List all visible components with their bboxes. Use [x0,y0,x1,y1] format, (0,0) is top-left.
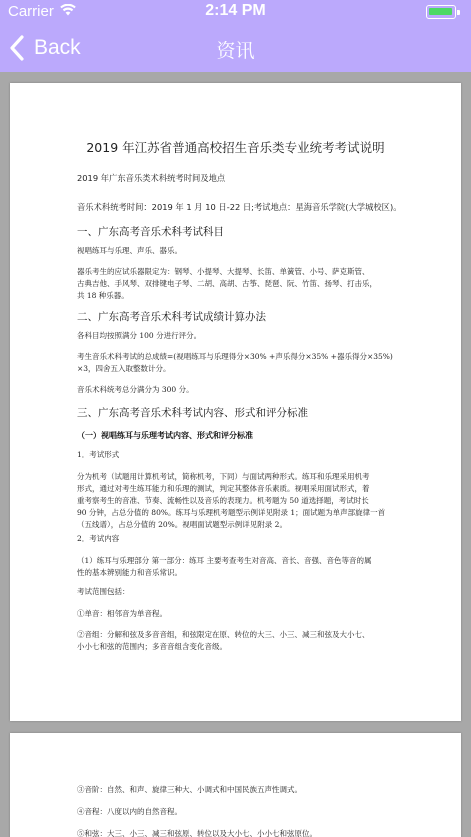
paragraph: 视唱练耳与乐理、声乐、器乐。 [77,246,182,255]
document-subtitle: 2019 年广东音乐类术科统考时间及地点 [77,173,226,183]
paragraph: 分为机考（试题用计算机考试，简称机考，下同）与面试两种形式。练耳和乐理采用机考 形式，通过对考生练耳能力和乐理的测试，判定其整体音乐素质。视唱采用面试形式，着 重考察考生的音准、节奏、流畅性以及音乐的表现力。机考题为 50 道选择题，考试时长 90 分钟，占总分值的 80%。练耳与乐理机考题型示例详见附录 1；面试题为单声部旋律一首 （五线谱），占总分值的 20%。视唱面试题型示例详见附录 2。 [77,472,386,529]
exam-info: 音乐术科统考时间：2019 年 1 月 10 日-22 日;考试地点：星海音乐学院(大学城校区)。 [77,202,402,212]
battery-tip [457,10,460,15]
item-title: 2．考试内容 [77,534,120,543]
section-heading: 一、广东高考音乐术科考试科目 [77,226,224,238]
back-label: Back [34,36,81,59]
paragraph: 各科目均按照满分 100 分进行评分。 [77,331,202,340]
carrier-label: Carrier [8,3,54,20]
list-item: ③音阶：自然、和声、旋律三种大、小调式和中国民族五声性调式。 [77,785,302,794]
paragraph: 考生音乐术科考试的总成绩=(视唱练耳与乐理得分×30% +声乐得分×35% +器乐得分×35%) ×3，四舍五入取整数计分。 [77,352,393,373]
section-heading: 二、广东高考音乐术科考试成绩计算办法 [77,311,266,323]
document-title: 2019 年江苏省普通高校招生音乐类专业统考考试说明 [86,140,385,155]
status-bar [0,0,471,24]
section-heading: 三、广东高考音乐术科考试内容、形式和评分标准 [77,407,308,419]
list-item: ④音程：八度以内的自然音程。 [77,807,182,816]
list-item: ①单音：相邻音为单音程。 [77,609,167,618]
subsection-heading: （一）视唱练耳与乐理考试内容、形式和评分标准 [77,431,253,440]
item-title: 1．考试形式 [77,450,120,459]
document-page-2[interactable] [10,733,461,837]
page-title: 资讯 [216,41,255,62]
paragraph: 音乐术科统考总分满分为 300 分。 [77,385,194,394]
list-item: ②音组：分解和弦及多音音组，和弦限定在原、转位的大三、小三、减三和弦及大小七、 小小七和弦的范围内；多音音组含变化音级。 [77,630,370,651]
document-page-1[interactable] [10,83,461,721]
navigation-bar [0,24,471,72]
paragraph: 考试范围包括： [77,587,130,596]
battery-icon [426,5,456,19]
paragraph: （1）练耳与乐理部分 第一部分：练耳 主要考查考生对音高、音长、音强、音色等音的属 性的基本辨别能力和音乐常识。 [77,556,372,577]
paragraph: 器乐考生的应试乐器限定为：钢琴、小提琴、大提琴、长笛、单簧管、小号、萨克斯管、 古典吉他、手风琴、双排键电子琴、二胡、高胡、古筝、琵琶、阮、竹笛、扬琴、打击乐， 共 18 种乐器。 [77,267,377,300]
clock: 2:14 PM [205,2,266,19]
list-item: ⑤和弦：大三、小三、减三和弦原、转位以及大小七、小小七和弦原位。 [77,829,317,837]
